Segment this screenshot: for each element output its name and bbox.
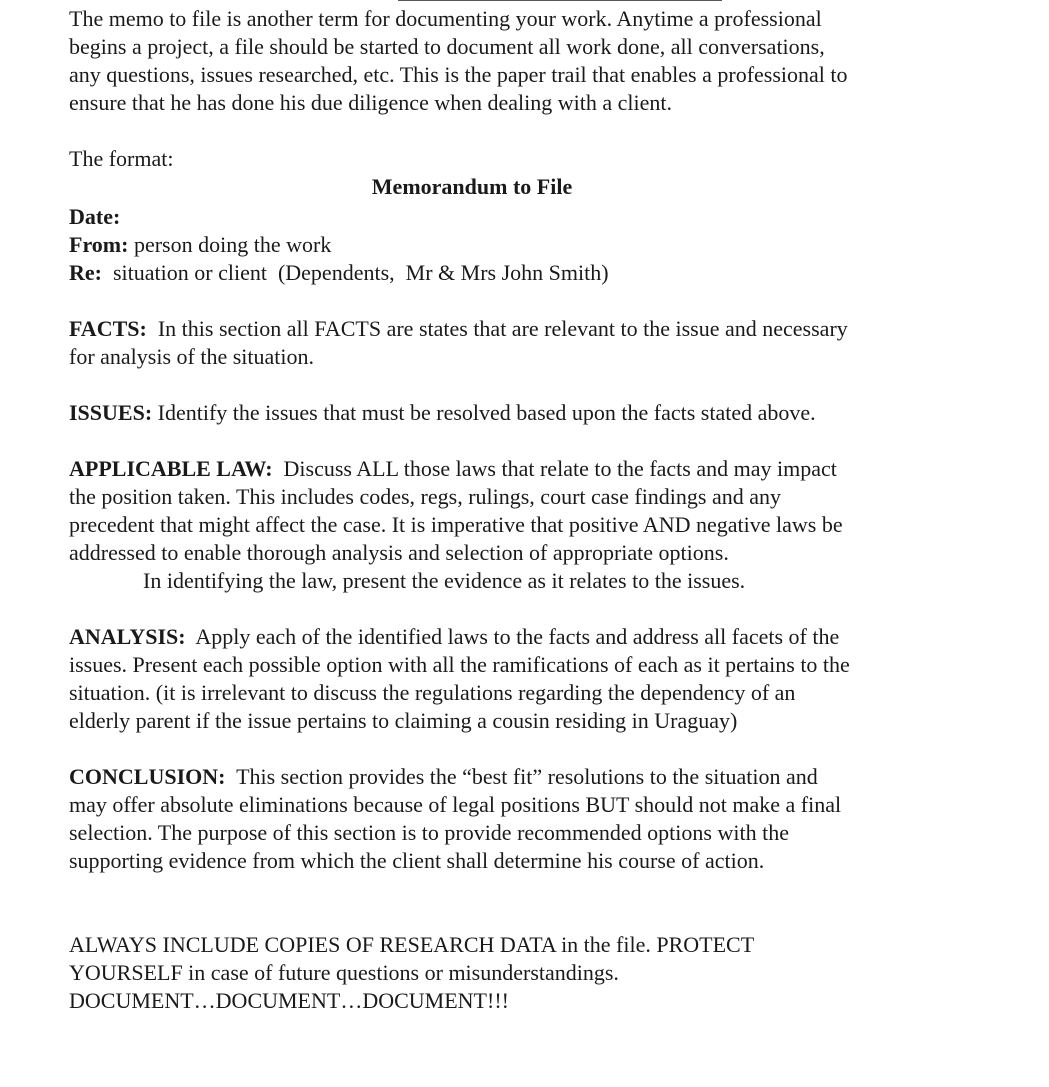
facts-label: FACTS: xyxy=(69,316,147,341)
analysis-line: situation. (it is irrelevant to discuss the regulations regarding the dependency of an xyxy=(69,680,796,705)
conclusion-line: may offer absolute eliminations because of legal positions BUT should not make a final xyxy=(69,792,842,817)
analysis-text: Apply each of the identified laws to the facts and address all facets of the xyxy=(185,624,840,649)
document-page xyxy=(69,5,1029,1015)
law-indented-line: In identifying the law, present the evidence as it relates to the issues. xyxy=(143,568,746,593)
applicable-law-section xyxy=(69,455,1029,595)
memo-title: Memorandum to File xyxy=(371,174,573,199)
analysis-line: elderly parent if the issue pertains to claiming a cousin residing in Uraguay) xyxy=(69,708,738,733)
intro-line: ensure that he has done his due diligence when dealing with a client. xyxy=(69,90,672,115)
issues-text: Identify the issues that must be resolved based upon the facts stated above. xyxy=(152,400,816,425)
date-label: Date: xyxy=(69,204,121,229)
law-text: Discuss ALL those laws that relate to the facts and may impact xyxy=(272,456,837,481)
top-rule xyxy=(398,0,722,1)
closing-line: ALWAYS INCLUDE COPIES OF RESEARCH DATA in the file. PROTECT xyxy=(69,932,755,957)
facts-text: In this section all FACTS are states that are relevant to the issue and necessary xyxy=(146,316,848,341)
law-line: the position taken. This includes codes, regs, rulings, court case findings and any xyxy=(69,484,782,509)
from-row xyxy=(69,231,1029,259)
conclusion-line: selection. The purpose of this section is to provide recommended options with the xyxy=(69,820,789,845)
analysis-line xyxy=(69,623,1029,651)
closing-line: DOCUMENT…DOCUMENT…DOCUMENT!!! xyxy=(69,988,509,1013)
issues-section xyxy=(69,399,1029,427)
intro-line: any questions, issues researched, etc. This is the paper trail that enables a professional to xyxy=(69,62,848,87)
conclusion-section xyxy=(69,763,1029,875)
intro-line: begins a project, a file should be started to document all work done, all conversations, xyxy=(69,34,825,59)
conclusion-line: supporting evidence from which the client shall determine his course of action. xyxy=(69,848,765,873)
re-row xyxy=(69,259,1029,287)
analysis-section xyxy=(69,623,1029,735)
analysis-line: issues. Present each possible option with all the ramifications of each as it pertains to the xyxy=(69,652,850,677)
date-row xyxy=(69,203,1029,231)
conclusion-line xyxy=(69,763,1029,791)
re-label: Re: xyxy=(69,260,102,285)
facts-line xyxy=(69,315,1029,343)
facts-section xyxy=(69,315,1029,371)
closing-line: YOURSELF in case of future questions or misunderstandings. xyxy=(69,960,619,985)
law-line: addressed to enable thorough analysis and selection of appropriate options. xyxy=(69,540,729,565)
closing-block xyxy=(69,931,1029,1015)
conclusion-label: CONCLUSION: xyxy=(69,764,226,789)
conclusion-text: This section provides the “best fit” resolutions to the situation and xyxy=(225,764,818,789)
applicable-law-label: APPLICABLE LAW: xyxy=(69,456,273,481)
intro-line: The memo to file is another term for documenting your work. Anytime a professional xyxy=(69,6,822,31)
from-label: From: xyxy=(69,232,129,257)
memo-header-block xyxy=(69,203,1029,287)
from-value: person doing the work xyxy=(128,232,332,257)
law-line: precedent that might affect the case. It is imperative that positive AND negative laws be xyxy=(69,512,843,537)
issues-label: ISSUES: xyxy=(69,400,153,425)
facts-line: for analysis of the situation. xyxy=(69,344,315,369)
analysis-label: ANALYSIS: xyxy=(69,624,186,649)
law-line xyxy=(69,455,1029,483)
intro-paragraph xyxy=(69,5,1029,117)
re-value: situation or client (Dependents, Mr & Mrs John Smith) xyxy=(101,260,609,285)
format-intro-label: The format: xyxy=(69,146,174,171)
issues-line xyxy=(69,399,1029,427)
